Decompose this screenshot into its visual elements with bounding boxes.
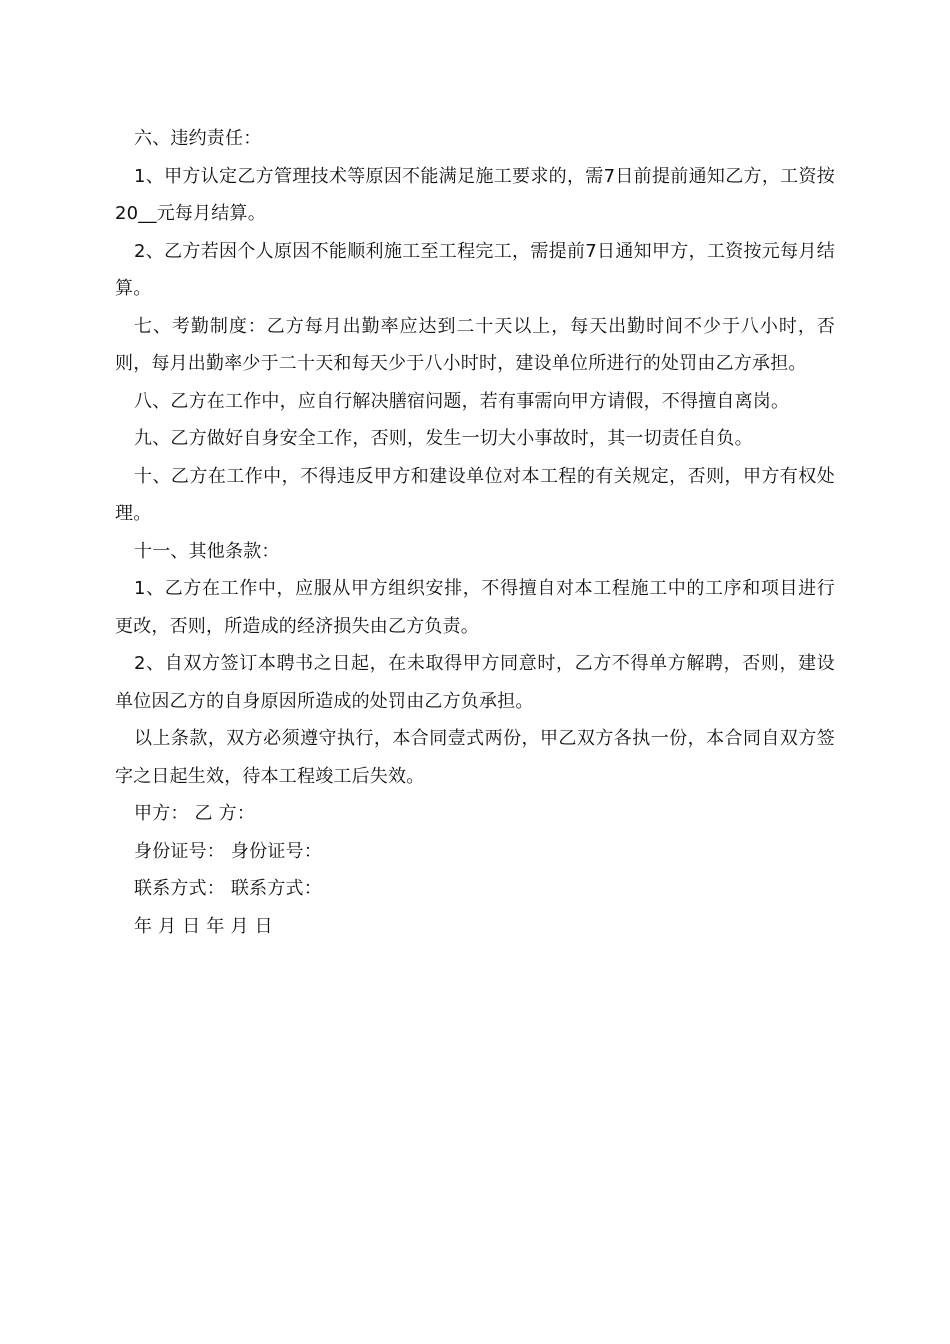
section-regulations: 十、乙方在工作中，不得违反甲方和建设单位对本工程的有关规定，否则，甲方有权处理。 (115, 465, 835, 524)
document-body (115, 120, 835, 945)
clause-paragraph: 1、甲方认定乙方管理技术等原因不能满足施工要求的，需7日前提前通知乙方，工资按20__元每月结算。 (115, 165, 835, 224)
closing-statement: 以上条款，双方必须遵守执行，本合同壹式两份，甲乙双方各执一份，本合同自双方签字之日起生效，待本工程竣工后失效。 (115, 728, 835, 787)
signature-id-line: 身份证号： 身份证号： (134, 840, 322, 862)
section-heading-other-terms: 十一、其他条款： (134, 540, 280, 562)
signature-contact-line: 联系方式： 联系方式： (134, 878, 322, 899)
section-safety: 九、乙方做好自身安全工作，否则，发生一切大小事故时，其一切责任自负。 (134, 428, 753, 449)
section-heading-breach-liability: 六、违约责任： (134, 128, 262, 149)
section-attendance-policy: 七、考勤制度：乙方每月出勤率应达到二十天以上，每天出勤时间不少于八小时，否则，每月出勤率少于二十天和每天少于八小时时，建设单位所进行的处罚由乙方承担。 (115, 315, 835, 374)
signature-date-line: 年 月 日 年 月 日 (134, 915, 273, 937)
signature-parties-line: 甲方： 乙 方： (134, 803, 256, 824)
clause-paragraph: 2、乙方若因个人原因不能顺利施工至工程完工，需提前7日通知甲方，工资按元每月结算。 (115, 240, 835, 299)
clause-paragraph: 1、乙方在工作中，应服从甲方组织安排，不得擅自对本工程施工中的工序和项目进行更改，否则，所造成的经济损失由乙方负责。 (115, 578, 835, 637)
clause-paragraph: 2、自双方签订本聘书之日起，在未取得甲方同意时，乙方不得单方解聘，否则，建设单位因乙方的自身原因所造成的处罚由乙方负承担。 (115, 653, 835, 712)
section-meals-lodging: 八、乙方在工作中，应自行解决膳宿问题，若有事需向甲方请假，不得擅自离岗。 (134, 390, 790, 412)
